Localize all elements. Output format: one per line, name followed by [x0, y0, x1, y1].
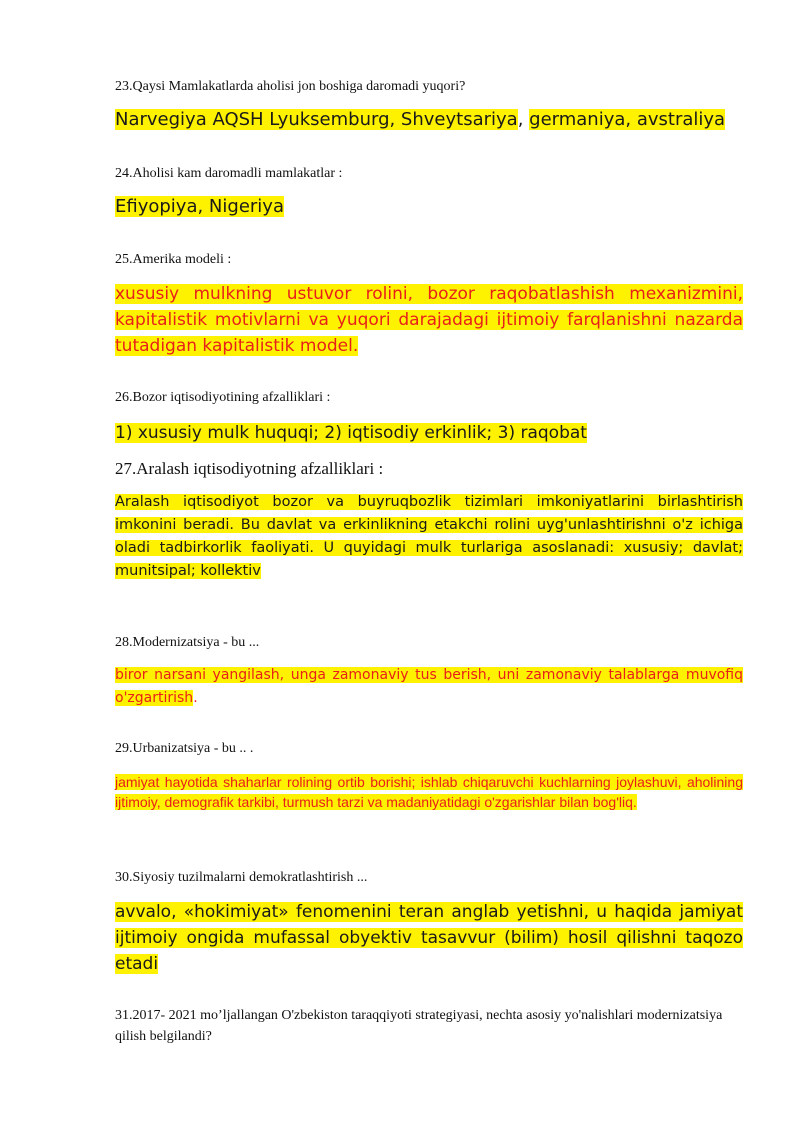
answer-25-text: xususiy mulkning ustuvor rolini, bozor raqobatlashish mexanizmini, kapitalistik motivlarni va yuqori darajadagi ijtimoiy farqlanishni nazarda tutadigan kapitalistik model. [115, 284, 743, 356]
answer-23-part1: Narvegiya AQSH Lyuksemburg, Shveytsariya [115, 109, 518, 130]
question-27: 27.Aralash iqtisodiyotning afzalliklari : [115, 459, 384, 478]
answer-25 [115, 281, 743, 359]
answer-30 [115, 899, 743, 977]
question-28: 28.Modernizatsiya - bu ... [115, 635, 260, 650]
answer-26-text: 1) xususiy mulk huquqi; 2) iqtisodiy erkinlik; 3) raqobat [115, 423, 587, 443]
answer-23 [115, 107, 743, 133]
answer-24 [115, 194, 743, 220]
answer-24-text: Efiyopiya, Nigeriya [115, 196, 284, 217]
answer-29-text: jamiyat hayotida shaharlar rolining ortib borishi; ishlab chiqaruvchi kuchlarning joylashuvi, aholining ijtimoiy, demografik tarkibi, turmush tarzi va madaniyatidagi o'zgarishlar bilan bog'liq. [115, 774, 743, 810]
question-25: 25.Amerika modeli : [115, 252, 232, 267]
question-31: 31.2017- 2021 mo’ljallangan O'zbekiston taraqqiyoti strategiyasi, nechta asosiy yo'nalishlari modernizatsiya qilish belgilandi? [115, 1008, 723, 1044]
answer-30-text: avvalo, «hokimiyat» fenomenini teran anglab yetishni, u haqida jamiyat ijtimoiy ongida mufassal obyektiv tasavvur (bilim) hosil qilishni taqozo etadi [115, 902, 743, 974]
answer-27-text: Aralash iqtisodiyot bozor va buyruqbozlik tizimlari imkoniyatlarini birlashtirish imkonini beradi. Bu davlat va erkinlikning etakchi rolini uyg'unlashtirishni o'z ichiga oladi tadbirkorlik faoliyati. U quyidagi mulk turlariga asoslanadi: xususiy; davlat; munitsipal; kollektiv [115, 494, 743, 579]
answer-28-tail: . [193, 690, 198, 706]
question-23: 23.Qaysi Mamlakatlarda aholisi jon boshiga daromadi yuqori? [115, 79, 466, 94]
answer-26 [115, 420, 743, 446]
answer-23-sep: , [517, 109, 530, 130]
question-30: 30.Siyosiy tuzilmalarni demokratlashtirish ... [115, 870, 368, 885]
answer-28 [115, 664, 743, 710]
answer-27 [115, 491, 743, 583]
question-24: 24.Aholisi kam daromadli mamlakatlar : [115, 166, 343, 181]
answer-28-text: biror narsani yangilash, unga zamonaviy tus berish, uni zamonaviy talablarga muvofiq o'zgartirish [115, 667, 743, 706]
question-26: 26.Bozor iqtisodiyotining afzalliklari : [115, 390, 331, 405]
question-29: 29.Urbanizatsiya - bu .. . [115, 741, 254, 756]
answer-29 [115, 772, 743, 812]
answer-23-part2: germaniya, avstraliya [529, 109, 726, 130]
